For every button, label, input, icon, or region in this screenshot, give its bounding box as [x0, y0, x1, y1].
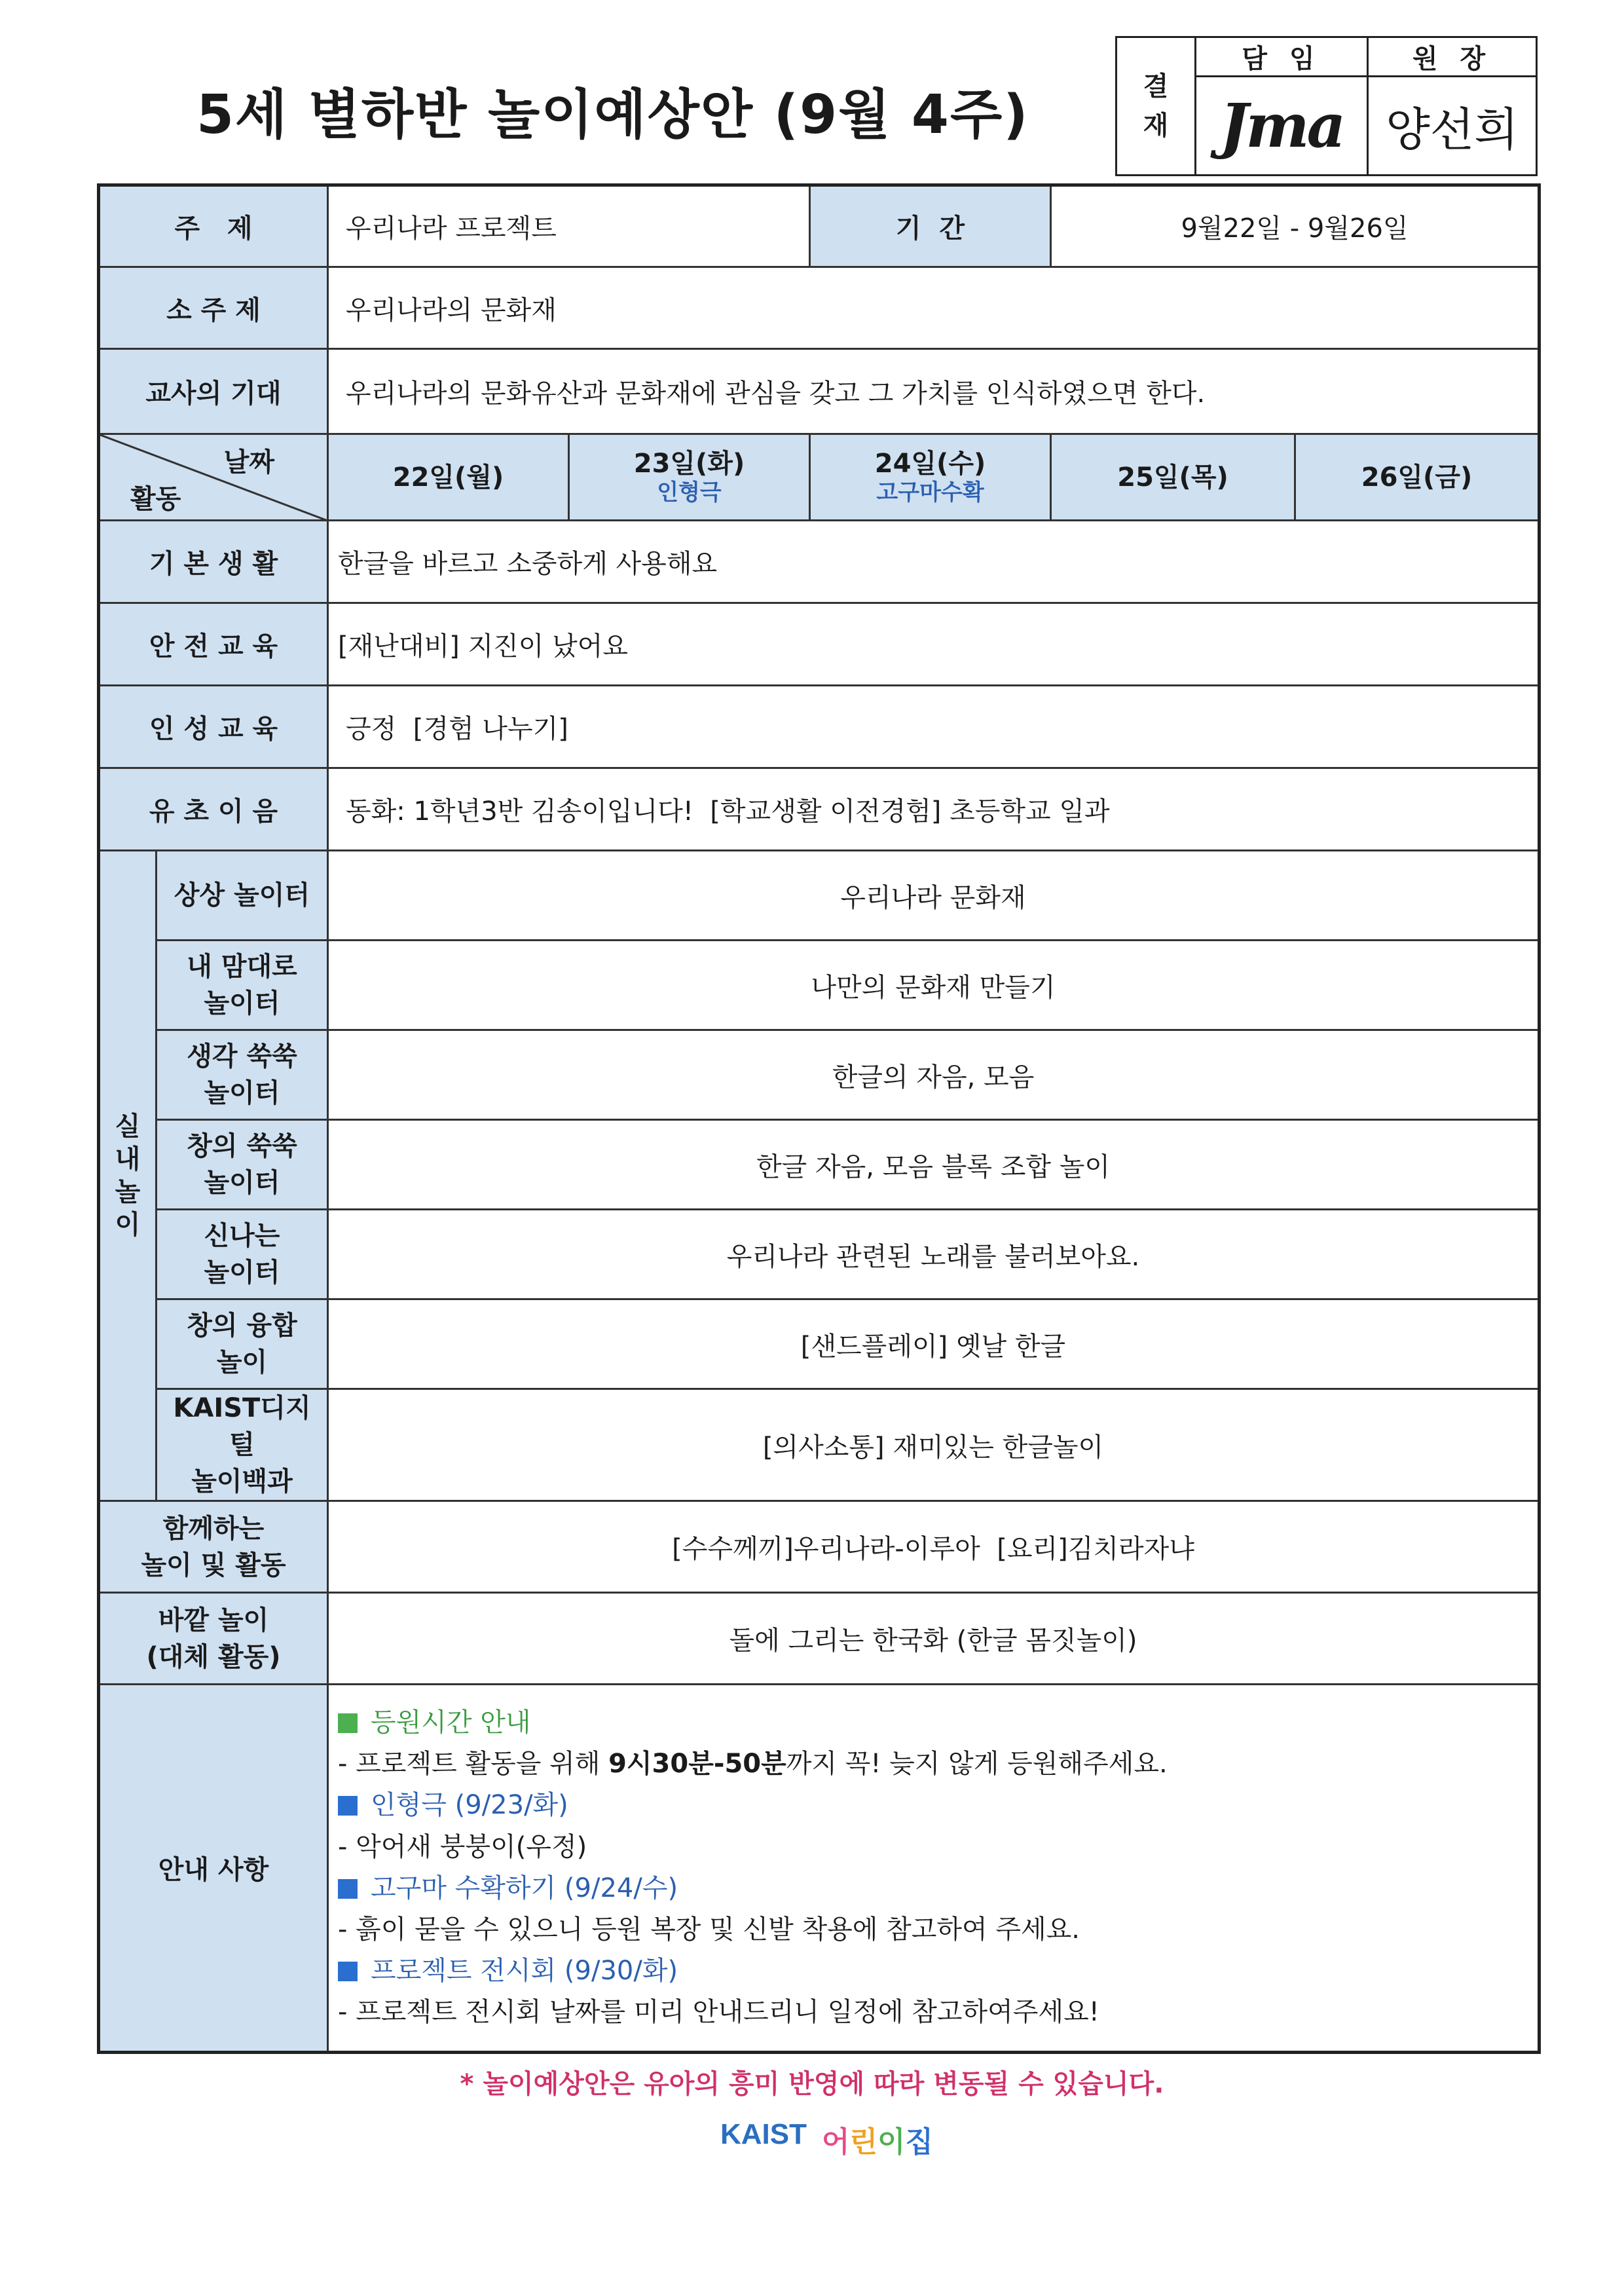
notice-line-pre: - 흙이 묻을 수 있으니 등원 복장 및 신발 착용에 참고하여 주세요. — [338, 1914, 1080, 1945]
notice-line-bold: 9시30분-50분 — [608, 1749, 786, 1780]
blue-square-icon — [338, 1962, 358, 1981]
character-label: 인 성 교 육 — [99, 686, 328, 768]
indoor-row-value: 우리나라 문화재 — [328, 851, 1540, 941]
day-fri-label: 26일(금) — [1361, 462, 1473, 493]
basic-life-row — [99, 521, 1540, 603]
period-value: 9월22일 - 9월26일 — [1051, 185, 1540, 267]
together-value: [수수께끼]우리나라-이루아 [요리]김치라자냐 — [328, 1501, 1540, 1593]
director-signature-text: 양선희 — [1386, 102, 1519, 157]
indoor-play-label — [99, 851, 157, 1501]
notice-heading — [338, 1868, 1523, 1909]
blue-square-icon — [338, 1796, 358, 1816]
transition-label: 유 초 이 음 — [99, 768, 328, 851]
indoor-char: 실 — [115, 1111, 141, 1142]
notice-heading-text: 고구마 수확하기 (9/24/수) — [371, 1873, 678, 1903]
notice-heading-text: 인형극 (9/23/화) — [371, 1790, 568, 1821]
notice-line-post: 까지 꼭! 늦지 않게 등원해주세요. — [786, 1749, 1168, 1780]
notice-line — [338, 1909, 1523, 1950]
indoor-char: 이 — [115, 1210, 141, 1240]
indoor-row-value: 한글 자음, 모음 블록 조합 놀이 — [328, 1120, 1540, 1210]
character-value: 긍정 [경험 나누기] — [328, 686, 1540, 768]
topic-label: 주 제 — [99, 185, 328, 267]
day-mon-label: 22일(월) — [392, 462, 504, 493]
subtopic-row — [99, 267, 1540, 349]
expect-value: 우리나라의 문화유산과 문화재에 관심을 갖고 그 가치를 인식하였으면 한다. — [328, 349, 1540, 434]
day-tue-label: 23일(화) — [633, 449, 745, 479]
approval-box — [1115, 36, 1538, 176]
notice-row — [99, 1685, 1540, 2053]
footer-note: * 놀이예상안은 유아의 흥미 반영에 따라 변동될 수 있습니다. — [460, 2069, 1164, 2099]
indoor-row-label: 창의 융합 놀이 — [157, 1299, 328, 1389]
day-tue-note: 인형극 — [657, 479, 722, 506]
approval-label-text: 결 재 — [1143, 71, 1169, 141]
together-label: 함께하는 놀이 및 활동 — [99, 1501, 328, 1593]
indoor-row-label: 생각 쑥쑥 놀이터 — [157, 1030, 328, 1120]
notice-label: 안내 사항 — [99, 1685, 328, 2053]
indoor-row-value: 한글의 자음, 모음 — [328, 1030, 1540, 1120]
notice-line-pre: - 악어새 붕붕이(우정) — [338, 1831, 587, 1862]
teacher-signature — [1196, 77, 1368, 176]
notice-line — [338, 1827, 1523, 1868]
transition-row — [99, 768, 1540, 851]
approval-label — [1116, 37, 1196, 176]
indoor-row — [99, 1120, 1540, 1210]
day-mon — [328, 434, 569, 521]
notice-content — [328, 1685, 1540, 2053]
indoor-row-label: 창의 쑥쑥 놀이터 — [157, 1120, 328, 1210]
outdoor-value: 돌에 그리는 한국화 (한글 몸짓놀이) — [328, 1593, 1540, 1685]
together-row — [99, 1501, 1540, 1593]
notice-heading — [338, 1950, 1523, 1992]
notice-line-pre: - 프로젝트 활동을 위해 — [338, 1749, 609, 1780]
indoor-row — [99, 1299, 1540, 1389]
safety-label: 안 전 교 육 — [99, 603, 328, 686]
notice-heading-text: 프로젝트 전시회 (9/30/화) — [371, 1956, 678, 1987]
indoor-row-value: [샌드플레이] 옛날 한글 — [328, 1299, 1540, 1389]
day-wed-note: 고구마수확 — [876, 479, 984, 506]
outdoor-row — [99, 1593, 1540, 1685]
indoor-char: 놀 — [115, 1177, 141, 1207]
indoor-row-value: 나만의 문화재 만들기 — [328, 941, 1540, 1030]
notice-line-pre: - 프로젝트 전시회 날짜를 미리 안내드리니 일정에 참고하여주세요! — [338, 1997, 1099, 2028]
indoor-row-value: 우리나라 관련된 노래를 불러보아요. — [328, 1210, 1540, 1299]
period-label: 기 간 — [810, 185, 1051, 267]
topic-value: 우리나라 프로젝트 — [328, 185, 810, 267]
notice-heading-text: 등원시간 안내 — [371, 1707, 531, 1738]
approval-teacher-header: 담 임 — [1196, 37, 1368, 77]
page-title: 5세 별하반 놀이예상안 (9월 4주) — [196, 84, 1029, 146]
subtopic-value: 우리나라의 문화재 — [328, 267, 1540, 349]
safety-row — [99, 603, 1540, 686]
character-row — [99, 686, 1540, 768]
logo-kindergarten-text: 어린이집 — [822, 2125, 934, 2159]
indoor-row — [99, 1389, 1540, 1501]
day-fri — [1295, 434, 1540, 521]
expect-row — [99, 349, 1540, 434]
plan-table — [97, 183, 1541, 2054]
date-activity-header — [99, 434, 328, 521]
expect-label: 교사의 기대 — [99, 349, 328, 434]
indoor-row — [99, 1030, 1540, 1120]
indoor-row-value: [의사소통] 재미있는 한글놀이 — [328, 1389, 1540, 1501]
day-wed-label: 24일(수) — [874, 449, 986, 479]
activity-label: 활동 — [130, 484, 181, 514]
kaist-kindergarten-logo — [720, 2110, 936, 2163]
date-label: 날짜 — [223, 447, 274, 477]
notice-line — [338, 1744, 1523, 1785]
subtopic-label: 소 주 제 — [99, 267, 328, 349]
indoor-row-label: 내 맘대로 놀이터 — [157, 941, 328, 1030]
blue-square-icon — [338, 1879, 358, 1899]
outdoor-label: 바깥 놀이 (대체 활동) — [99, 1593, 328, 1685]
notice-heading — [338, 1702, 1523, 1744]
indoor-row-label: 신나는 놀이터 — [157, 1210, 328, 1299]
approval-director-header: 원 장 — [1368, 37, 1537, 77]
safety-value: [재난대비] 지진이 났어요 — [328, 603, 1540, 686]
director-signature — [1368, 77, 1537, 176]
day-tue — [569, 434, 810, 521]
basic-life-value: 한글을 바르고 소중하게 사용해요 — [328, 521, 1540, 603]
indoor-row — [99, 941, 1540, 1030]
days-header-row — [99, 434, 1540, 521]
transition-value: 동화: 1학년3반 김송이입니다! [학교생활 이전경험] 초등학교 일과 — [328, 768, 1540, 851]
day-thu-label: 25일(목) — [1117, 462, 1228, 493]
indoor-char: 내 — [115, 1144, 141, 1174]
indoor-row-label: 상상 놀이터 — [157, 851, 328, 941]
topic-row — [99, 185, 1540, 267]
day-thu — [1051, 434, 1295, 521]
teacher-signature-text: Jma — [1219, 90, 1344, 161]
indoor-row — [99, 851, 1540, 941]
day-wed — [810, 434, 1051, 521]
notice-heading — [338, 1785, 1523, 1826]
indoor-row — [99, 1210, 1540, 1299]
basic-life-label: 기 본 생 활 — [99, 521, 328, 603]
logo-kaist-text: KAIST — [720, 2118, 807, 2150]
indoor-row-label: KAIST디지털 놀이백과 — [157, 1389, 328, 1501]
green-square-icon — [338, 1713, 358, 1733]
notice-line — [338, 1992, 1523, 2033]
